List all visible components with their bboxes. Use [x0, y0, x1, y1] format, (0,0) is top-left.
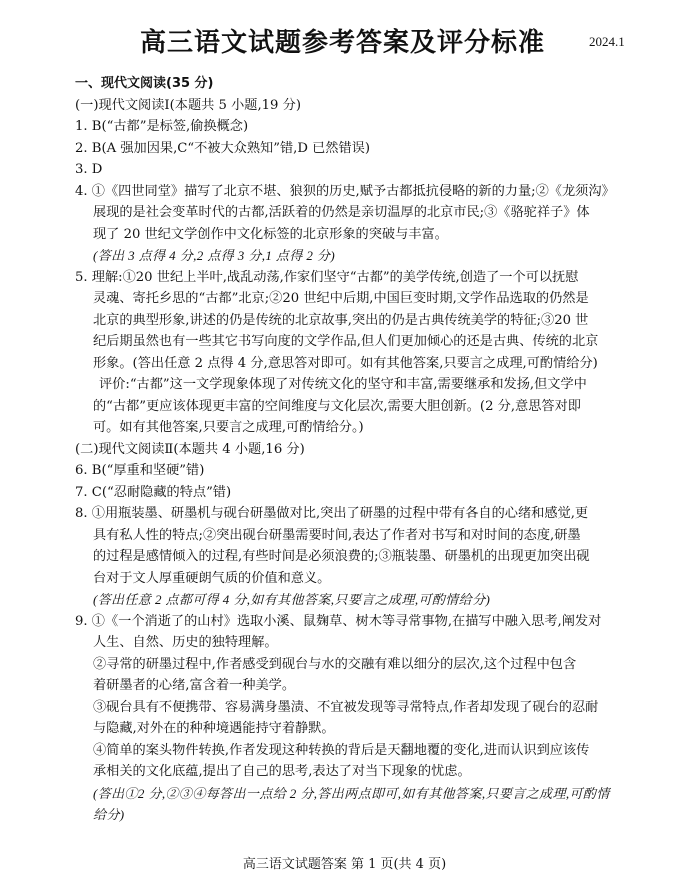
answer-9-line: 着研墨者的心绪,富含着一种美学。 — [93, 678, 296, 693]
scoring-note: (答出①2 分,②③④每答出一点给 2 分,答出两点即可,如有其他答案,只要言之成理,可酌情 — [93, 785, 610, 801]
answer-6: 6. B(“厚重和坚硬”错) — [75, 463, 205, 478]
answer-9-line: 9. ①《一个消逝了的山村》选取小溪、鼠麹草、树木等寻常事物,在描写中融入思考,阐发对 — [75, 613, 602, 629]
answer-9-line: 承相关的文化底蕴,提出了自己的思考,表达了对当下现象的忧虑。 — [93, 764, 471, 779]
answer-4-line: 现了 20 世纪文学创作中文化标签的北京形象的突破与丰富。 — [93, 226, 448, 242]
answer-9-line: 与隐藏,对外在的种种境遇能持守着静默。 — [93, 721, 335, 736]
page-footer: 高三语文试题答案 第 1 页(共 4 页) — [242, 857, 447, 872]
subsection-heading: (二)现代文阅读Ⅱ(本题共 4 小题,16 分) — [75, 441, 305, 457]
answer-2: 2. B(A 强加因果,C“不被大众熟知”错,D 已然错误) — [75, 140, 371, 156]
answer-1: 1. B(“古都”是标签,偷换概念) — [75, 119, 249, 134]
answer-9-line: ③砚台具有不便携带、容易满身墨渍、不宜被发现等寻常特点,作者却发现了砚台的忍耐 — [93, 699, 599, 715]
answer-4-line: 展现的是社会变革时代的古都,活跃着的仍然是亲切温厚的北京市民;③《骆驼祥子》体 — [93, 205, 590, 220]
answer-9-line: ②寻常的研墨过程中,作者感受到砚台与水的交融有难以细分的层次,这个过程中包含 — [93, 656, 577, 672]
subsection-heading: (一)现代文阅读Ⅰ(本题共 5 小题,19 分) — [75, 97, 301, 113]
answer-5-line: 北京的典型形象,讲述的仍是传统的北京故事,突出的仍是古典传统美学的特征;③20 世 — [93, 312, 589, 328]
answer-4-line: 4. ①《四世同堂》描写了北京不堪、狼狈的历史,赋予古都抵抗侵略的新的力量;②《龙须沟》 — [75, 183, 615, 199]
answer-5-line: 灵魂、寄托乡思的“古都”北京;②20 世纪中后期,中国巨变时期,文学作品选取的仍然是 — [93, 291, 589, 306]
answer-8-line: 的过程是感情倾入的过程,有些时间是必须浪费的;③瓶装墨、研墨机的出现更加突出砚 — [93, 549, 590, 564]
answer-9-line: 人生、自然、历史的独特理解。 — [93, 635, 278, 650]
answer-8-line: 台对于文人厚重硬朗气质的价值和意义。 — [93, 570, 331, 586]
answer-5-line: 纪后期虽然也有一些其它书写向度的文学作品,但人们更加倾心的还是古典、传统的北京 — [93, 334, 599, 349]
scoring-note: (答出 3 点得 4 分,2 点得 3 分,1 点得 2 分) — [93, 248, 336, 263]
answer-content — [75, 73, 645, 826]
answer-8-line: 具有私人性的特点;②突出砚台研墨需要时间,表达了作者对书写和对时间的态度,研墨 — [93, 527, 581, 543]
answer-5-line: 形象。(答出任意 2 点得 4 分,意思答对即可。如有其他答案,只要言之成理,可酌情给分) — [93, 355, 598, 371]
answer-5-evaluation: 可。如有其他答案,只要言之成理,可酌情给分。) — [93, 420, 364, 435]
scoring-note: 给分) — [93, 807, 125, 822]
answer-9-line: ④简单的案头物件转换,作者发现这种转换的背后是天翻地覆的变化,进而认识到应该传 — [93, 742, 590, 758]
answer-5-line: 5. 理解:①20 世纪上半叶,战乱动荡,作家们坚守“古都”的美学传统,创造了一个可以抚慰 — [75, 269, 579, 285]
answer-3: 3. D — [75, 162, 103, 177]
header — [0, 22, 689, 56]
scoring-note: (答出任意 2 点都可得 4 分,如有其他答案,只要言之成理,可酌情给分) — [93, 592, 491, 607]
answer-5-evaluation: 评价:“古都”这一文学现象体现了对传统文化的坚守和丰富,需要继承和发扬,但文学中 — [99, 377, 587, 392]
answer-8-line: 8. ①用瓶装墨、研墨机与砚台研墨做对比,突出了研墨的过程中带有各自的心绪和感觉,更 — [75, 506, 589, 521]
answer-5-evaluation: 的“古都”更应该体现更丰富的空间维度与文化层次,需要大胆创新。(2 分,意思答对即 — [93, 398, 581, 414]
answer-7: 7. C(“忍耐隐藏的特点”错) — [75, 484, 232, 500]
exam-date: 2024.1 — [589, 34, 625, 49]
page-title: 高三语文试题参考答案及评分标准 — [140, 28, 546, 58]
section-heading: 一、现代文阅读(35 分) — [75, 76, 214, 91]
